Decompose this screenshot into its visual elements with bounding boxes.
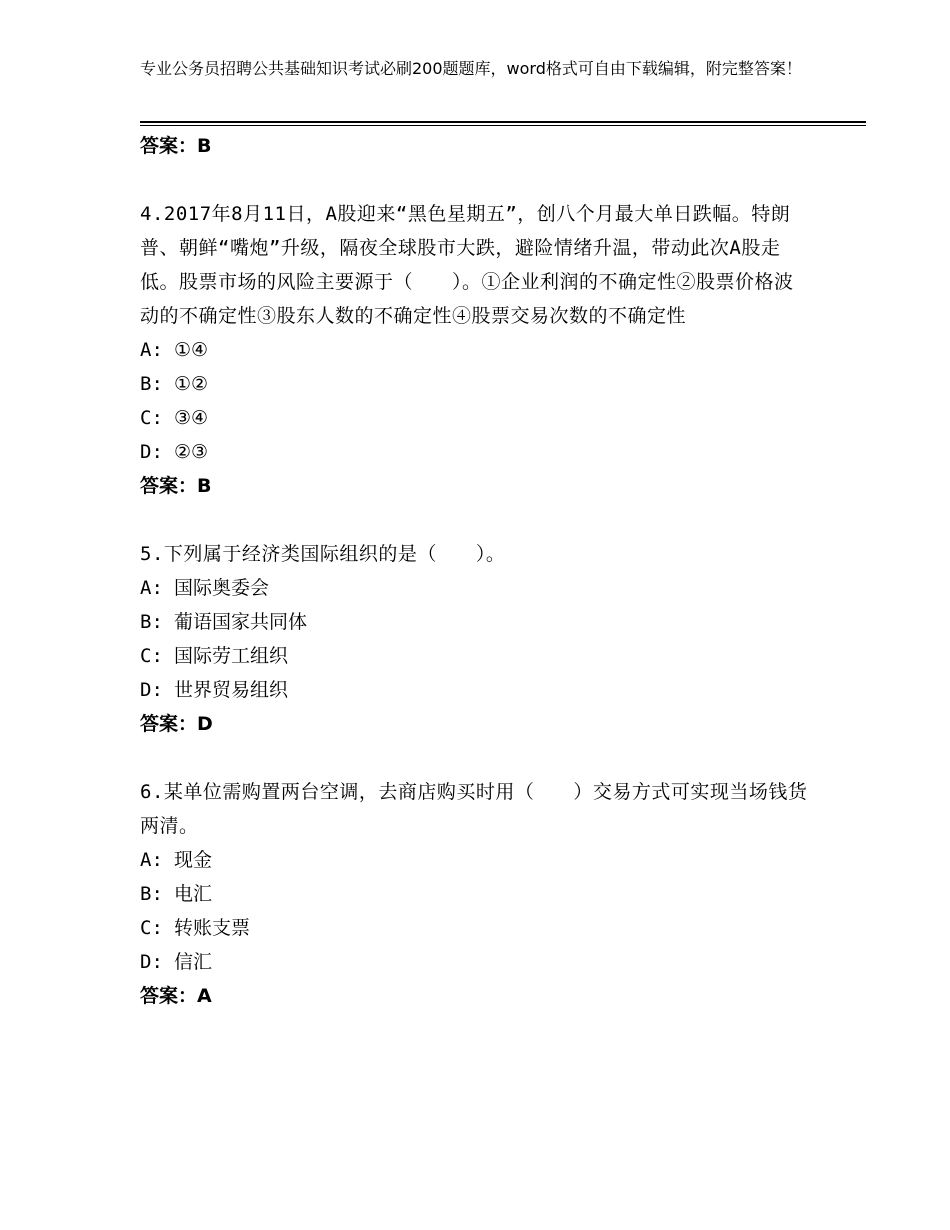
question-4 bbox=[140, 197, 810, 503]
option-b bbox=[140, 605, 810, 639]
option-a bbox=[140, 843, 810, 877]
question-text: 5.下列属于经济类国际组织的是（ ）。 bbox=[140, 543, 506, 565]
option-letter: C: bbox=[140, 645, 163, 667]
option-text: 电汇 bbox=[174, 883, 213, 905]
answer-line: 答案：D bbox=[140, 713, 213, 735]
option-letter: A: bbox=[140, 849, 163, 871]
option-a bbox=[140, 571, 810, 605]
option-letter: D: bbox=[140, 679, 163, 701]
option-letter: D: bbox=[140, 441, 163, 463]
option-d bbox=[140, 673, 810, 707]
option-text: 现金 bbox=[174, 849, 213, 871]
option-text: ①④ bbox=[174, 339, 209, 361]
option-letter: B: bbox=[140, 373, 163, 395]
option-text: 葡语国家共同体 bbox=[174, 611, 308, 633]
question-5 bbox=[140, 537, 810, 741]
answer-line: 答案：A bbox=[140, 985, 212, 1007]
option-letter: B: bbox=[140, 883, 163, 905]
header-rule-thick bbox=[140, 121, 866, 123]
option-letter: A: bbox=[140, 339, 163, 361]
option-letter: A: bbox=[140, 577, 163, 599]
option-letter: C: bbox=[140, 407, 163, 429]
option-c bbox=[140, 401, 810, 435]
option-text: ③④ bbox=[174, 407, 209, 429]
option-text: 转账支票 bbox=[174, 917, 251, 939]
header-rule-thin bbox=[140, 125, 866, 126]
option-b bbox=[140, 367, 810, 401]
option-letter: C: bbox=[140, 917, 163, 939]
option-b bbox=[140, 877, 810, 911]
question-text: 6.某单位需购置两台空调，去商店购买时用（ ）交易方式可实现当场钱货两清。 bbox=[140, 781, 808, 837]
option-a bbox=[140, 333, 810, 367]
option-text: 国际劳工组织 bbox=[174, 645, 289, 667]
option-d bbox=[140, 945, 810, 979]
option-text: 信汇 bbox=[174, 951, 213, 973]
option-letter: D: bbox=[140, 951, 163, 973]
question-6 bbox=[140, 775, 810, 1013]
option-text: ②③ bbox=[174, 441, 209, 463]
option-c bbox=[140, 911, 810, 945]
answer-line: 答案：B bbox=[140, 475, 212, 497]
option-c bbox=[140, 639, 810, 673]
option-d bbox=[140, 435, 810, 469]
option-letter: B: bbox=[140, 611, 163, 633]
document-content bbox=[140, 129, 810, 1013]
question-text: 4.2017年8月11日，A股迎来“黑色星期五”，创八个月最大单日跌幅。特朗普、朝鲜“嘴炮”升级，隔夜全球股市大跌，避险情绪升温，带动此次A股走低。股票市场的风险主要源于（ ）。①企业利润的不确定性②股票价格波动的不确定性③股东人数的不确定性④股票交易次数的不确定性 bbox=[140, 203, 794, 327]
option-text: 世界贸易组织 bbox=[174, 679, 289, 701]
previous-answer: 答案：B bbox=[140, 135, 212, 157]
option-text: 国际奥委会 bbox=[174, 577, 270, 599]
page-header: 专业公务员招聘公共基础知识考试必刷200题题库，word格式可自由下载编辑，附完整答案！ bbox=[140, 59, 802, 78]
option-text: ①② bbox=[174, 373, 209, 395]
